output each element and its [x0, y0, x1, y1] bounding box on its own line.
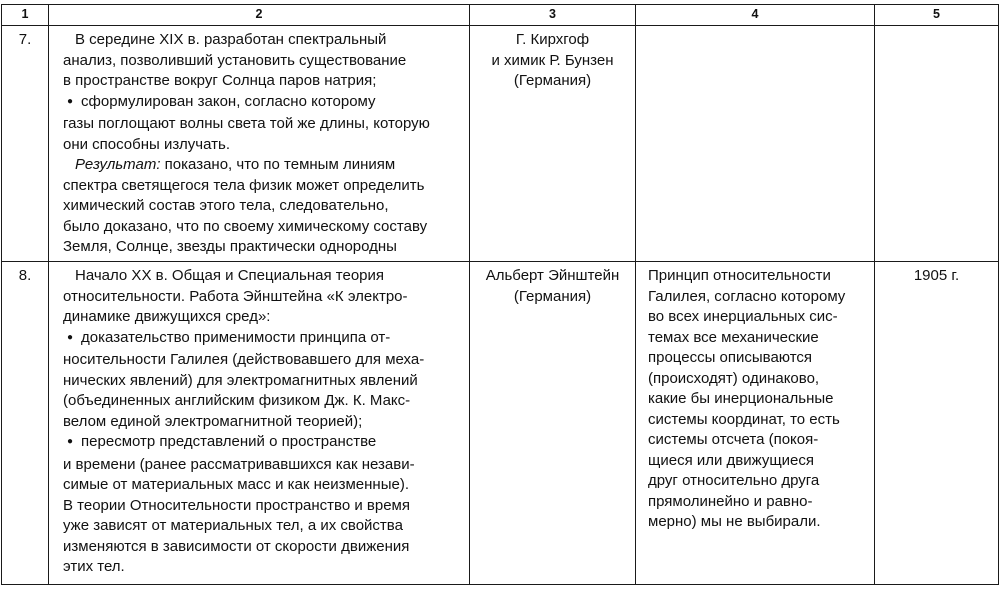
description-line	[63, 135, 459, 156]
note-line: во всех инерциальных сис-	[648, 308, 838, 325]
table-row	[2, 262, 999, 585]
description-line	[63, 391, 459, 412]
author-cell	[470, 262, 636, 585]
note-line: друг относительно друга	[648, 472, 820, 489]
table-row	[2, 26, 999, 262]
description-line	[63, 455, 459, 476]
note-cell	[636, 26, 875, 262]
column-header-4: 4	[636, 5, 875, 26]
description-text: анализ, позволивший установить существование	[63, 51, 407, 69]
description-text: симые от материальных масс и как неизменные).	[63, 476, 409, 493]
column-header-1: 1	[2, 5, 49, 26]
description-text: пересмотр представлений о пространстве	[81, 433, 377, 450]
description-text: велом единой электромагнитной теорией);	[63, 412, 363, 430]
description-line	[63, 176, 459, 197]
history-table	[1, 4, 999, 585]
description-text: В теории Относительности пространство и время	[63, 496, 410, 514]
note-line: Галилея, согласно которому	[648, 287, 846, 305]
description-text: Земля, Солнце, звезды практически однородны	[63, 238, 397, 255]
description-line	[63, 307, 459, 328]
note-line: процессы описываются	[648, 349, 813, 366]
description-text: динамике движущихся сред»:	[63, 308, 271, 325]
description-line	[63, 537, 459, 558]
description-text: сформулирован закон, согласно которому	[81, 92, 376, 110]
description-line	[63, 196, 459, 217]
column-header-2: 2	[49, 5, 470, 26]
author-line: (Германия)	[513, 72, 592, 89]
description-text: газы поглощают волны света той же длины, которую	[63, 115, 430, 132]
column-header-5: 5	[875, 5, 999, 26]
description-line	[63, 30, 459, 51]
description-text: химический состав этого тела, следовательно,	[63, 197, 389, 214]
note-line: мерно) мы не выбирали.	[648, 513, 821, 530]
description-cell	[49, 26, 470, 262]
description-text: уже зависят от материальных тел, а их свойства	[63, 517, 403, 534]
description-cell	[49, 262, 470, 585]
author-line: и химик Р. Бунзен	[491, 51, 614, 69]
author-line: Г. Кирхгоф	[515, 31, 590, 48]
description-text: изменяются в зависимости от скорости движения	[63, 537, 410, 555]
description-line	[63, 155, 459, 176]
description-text: было доказано, что по своему химическому составу	[63, 217, 428, 235]
description-text: в пространстве вокруг Солнца паров натрия;	[63, 72, 377, 89]
author-line: (Германия)	[513, 287, 592, 305]
year-cell: 1905 г.	[875, 262, 999, 585]
description-line	[63, 237, 459, 258]
note-line: системы координат, то есть	[648, 410, 840, 428]
description-line	[63, 412, 459, 433]
description-line	[63, 516, 459, 537]
description-text: носительности Галилея (действовавшего для меха-	[63, 351, 425, 368]
description-line	[63, 350, 459, 371]
description-text: они способны излучать.	[63, 135, 230, 153]
description-text: доказательство применимости принципа от-	[81, 328, 391, 346]
description-text: нических явлений) для электромагнитных явлений	[63, 371, 418, 389]
note-line: Принцип относительности	[648, 267, 831, 284]
note-line: какие бы инерциональные	[648, 390, 834, 407]
description-text: и времени (ранее рассматривавшихся как незави-	[63, 455, 415, 473]
description-text: спектра светящегося тела физик может определить	[63, 176, 425, 194]
note-line: щиеся или движущиеся	[648, 451, 815, 469]
result-label: Результат:	[75, 156, 161, 173]
note-line: системы отсчета (покоя-	[648, 431, 819, 448]
description-line	[63, 328, 459, 351]
description-text: этих тел.	[63, 558, 125, 575]
description-line	[63, 71, 459, 92]
author-cell	[470, 26, 636, 262]
note-line: прямолинейно и равно-	[648, 492, 813, 510]
note-line: темах все механические	[648, 328, 819, 346]
note-cell	[636, 262, 875, 585]
description-text: (объединенных английским физиком Дж. К. Макс-	[63, 392, 411, 409]
description-line	[63, 371, 459, 392]
description-text: Начало XX в. Общая и Специальная теория	[75, 267, 385, 284]
note-line: (происходят) одинаково,	[648, 369, 820, 387]
description-line	[63, 51, 459, 72]
header-row	[2, 5, 999, 26]
description-text: показано, что по темным линиям	[160, 156, 396, 173]
column-header-3: 3	[470, 5, 636, 26]
description-line	[63, 557, 459, 578]
description-line	[63, 496, 459, 517]
description-line	[63, 287, 459, 308]
description-text: относительности. Работа Эйнштейна «К электро-	[63, 287, 408, 305]
row-number-cell: 8.	[2, 262, 49, 585]
year-cell	[875, 26, 999, 262]
description-line	[63, 92, 459, 115]
description-line	[63, 217, 459, 238]
description-line	[63, 475, 459, 496]
description-line	[63, 114, 459, 135]
description-text: В середине XIX в. разработан спектральный	[75, 31, 387, 48]
description-line	[63, 432, 459, 455]
description-line	[63, 266, 459, 287]
row-number-cell: 7.	[2, 26, 49, 262]
author-line: Альберт Эйнштейн	[485, 267, 620, 284]
